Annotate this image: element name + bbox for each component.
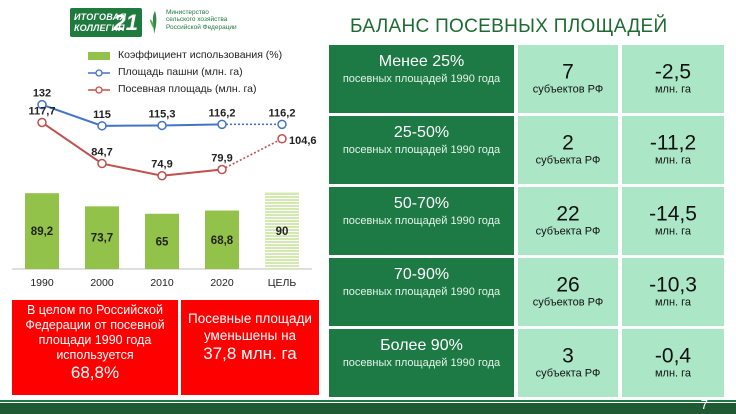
change-cell	[622, 329, 724, 397]
region-count-unit: субъекта РФ	[535, 154, 601, 167]
region-count-unit: субъекта РФ	[535, 367, 601, 380]
legend-label-sown: Посевная площадь (млн. га)	[118, 83, 257, 95]
logo-line1: ИТОГОВАЯ	[74, 12, 127, 22]
wheat-icon	[149, 10, 159, 34]
legend-item-bar	[88, 47, 282, 64]
region-count-unit: субъектов РФ	[532, 83, 604, 96]
sown-area-point	[278, 135, 286, 143]
bar-value-label: 68,8	[210, 234, 234, 247]
arable-area-label: 132	[32, 87, 52, 100]
change-cell	[622, 45, 724, 113]
bar-value-label: 73,7	[90, 232, 114, 245]
area-change: -2,5	[654, 60, 692, 84]
arable-area-point	[278, 120, 286, 128]
combo-chart	[12, 41, 319, 296]
region-count-unit: субъекта РФ	[535, 225, 601, 238]
sown-area-label: 84,7	[91, 146, 113, 159]
page-title: БАЛАНС ПОСЕВНЫХ ПЛОЩАДЕЙ	[350, 16, 668, 37]
table-row	[329, 258, 724, 326]
range-cell	[329, 258, 514, 326]
range-sub: посевных площадей 1990 года	[342, 215, 501, 227]
range-sub: посевных площадей 1990 года	[342, 286, 501, 298]
x-tick-label: 2020	[210, 277, 234, 289]
region-count: 7	[562, 60, 574, 84]
count-cell	[518, 116, 618, 184]
area-change: -11,2	[649, 131, 697, 155]
range-label: Менее 25%	[378, 53, 465, 70]
area-change-unit: млн. га	[654, 367, 692, 380]
range-sub: посевных площадей 1990 года	[342, 73, 501, 85]
count-cell	[518, 45, 618, 113]
sown-area-point	[38, 118, 46, 126]
arable-area-point	[218, 120, 226, 128]
region-count: 3	[562, 344, 574, 368]
change-cell	[622, 116, 724, 184]
summary-reduction-value: 37,8 млн. га	[203, 344, 297, 363]
sown-area-line	[42, 122, 222, 175]
area-change-unit: млн. га	[654, 296, 692, 309]
arable-area-point	[98, 122, 106, 130]
table-row	[329, 45, 724, 113]
logo-line2: КОЛЛЕГИЯ	[74, 23, 125, 33]
arable-area-line	[42, 105, 222, 126]
page-number: 7	[700, 397, 708, 412]
summary-reduction-box	[181, 300, 319, 395]
footer-band	[0, 403, 736, 414]
range-sub: посевных площадей 1990 года	[342, 144, 501, 156]
area-change-unit: млн. га	[654, 225, 692, 238]
summary-usage-text: В целом по Российской Федерации от посевной площади 1990 года используется	[25, 303, 165, 362]
sown-area-label: 79,9	[211, 152, 233, 165]
footer-line	[0, 400, 736, 402]
ministry-name: Министерство сельского хозяйства Российской Федерации	[166, 9, 237, 31]
table-row	[329, 116, 724, 184]
legend-item-sown	[88, 81, 282, 98]
summary-usage-box	[12, 300, 178, 395]
range-cell	[329, 329, 514, 397]
range-cell	[329, 45, 514, 113]
x-tick-label: 2010	[150, 277, 174, 289]
range-cell	[329, 116, 514, 184]
range-label: 25-50%	[393, 124, 450, 141]
legend-swatch-arable	[88, 69, 110, 77]
summary-usage-value: 68,8%	[70, 363, 120, 382]
sown-area-point	[98, 160, 106, 168]
bar-value-label: 65	[155, 236, 169, 249]
chart-legend	[88, 47, 282, 98]
region-count: 26	[556, 273, 580, 297]
table-row	[329, 329, 724, 397]
area-change-unit: млн. га	[654, 154, 692, 167]
area-change: -10,3	[649, 273, 697, 297]
area-change-unit: млн. га	[654, 83, 692, 96]
range-label: 50-70%	[393, 195, 450, 212]
bar-value-label: 89,2	[30, 226, 54, 239]
bar-value-label: 90	[275, 225, 289, 238]
range-label: Более 90%	[380, 337, 463, 354]
legend-swatch-bar	[88, 52, 110, 60]
count-cell	[518, 187, 618, 255]
area-change: -14,5	[649, 202, 697, 226]
range-cell	[329, 187, 514, 255]
change-cell	[622, 187, 724, 255]
arable-area-label: 115	[93, 108, 111, 121]
table-row	[329, 187, 724, 255]
sown-area-label: 117,7	[28, 105, 56, 118]
arable-area-label: 116,2	[268, 107, 296, 120]
x-tick-label: ЦЕЛЬ	[267, 277, 297, 289]
sown-area-point	[218, 166, 226, 174]
logo-number: 21	[113, 10, 138, 35]
change-cell	[622, 258, 724, 326]
logo-badge	[70, 8, 142, 37]
x-tick-label: 2000	[90, 277, 114, 289]
region-count-unit: субъектов РФ	[532, 296, 604, 309]
legend-label-arable: Площадь пашни (млн. га)	[118, 66, 243, 78]
region-count: 22	[556, 202, 580, 226]
region-count: 2	[562, 131, 574, 155]
count-cell	[518, 258, 618, 326]
legend-label-bar: Коэффициент использования (%)	[118, 49, 283, 61]
area-change: -0,4	[654, 344, 692, 368]
header-bar	[0, 0, 736, 41]
arable-area-point	[158, 121, 166, 129]
range-label: 70-90%	[393, 266, 450, 283]
sown-area-label: 104,6	[289, 134, 317, 147]
legend-swatch-sown	[88, 86, 110, 94]
arable-area-label: 115,3	[148, 108, 176, 121]
legend-item-arable	[88, 64, 282, 81]
collegium-logo	[70, 8, 320, 38]
arable-area-label: 116,2	[208, 107, 236, 120]
range-sub: посевных площадей 1990 года	[342, 357, 501, 369]
sown-area-point	[158, 172, 166, 180]
sown-area-label: 74,9	[151, 158, 173, 171]
x-tick-label: 1990	[30, 277, 54, 289]
summary-reduction-text: Посевные площади уменьшены на	[188, 311, 312, 343]
count-cell	[518, 329, 618, 397]
